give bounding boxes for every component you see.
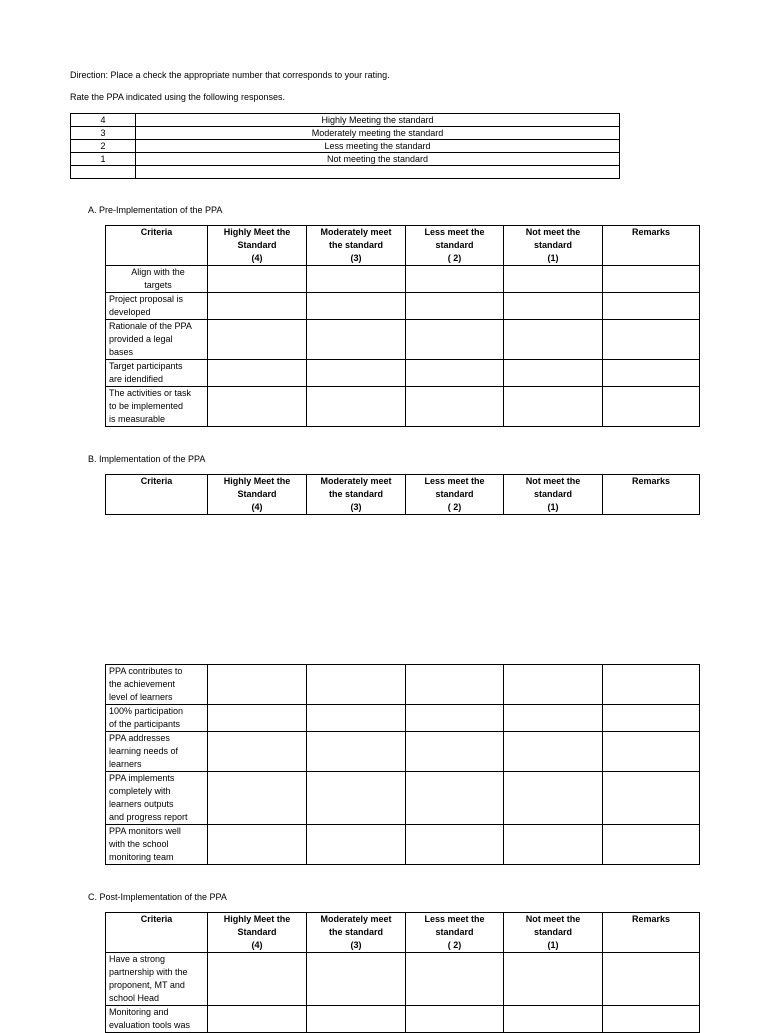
rating-cell-3[interactable]	[307, 825, 406, 865]
header-line: (4)	[251, 253, 263, 263]
header-row	[106, 226, 700, 266]
header-line: (3)	[350, 940, 362, 950]
remarks-cell[interactable]	[603, 387, 700, 427]
criteria-cell	[106, 732, 208, 772]
header-line: Not meet the	[525, 476, 581, 486]
criteria-cell	[106, 360, 208, 387]
header-line: Standard	[237, 489, 277, 499]
header-line: standard	[435, 240, 474, 250]
header-line: ( 2)	[447, 502, 462, 512]
criteria-line: 100% participation	[109, 706, 184, 716]
criteria-row	[106, 705, 700, 732]
criteria-line: learners outputs	[109, 799, 174, 809]
rating-scale-table	[70, 113, 620, 179]
rating-cell-1[interactable]	[504, 266, 603, 293]
criteria-line: learning needs of	[109, 746, 179, 756]
remarks-cell[interactable]	[603, 825, 700, 865]
rating-cell-2[interactable]	[406, 266, 504, 293]
rating-cell-2[interactable]	[406, 387, 504, 427]
criteria-line: developed	[109, 307, 151, 317]
criteria-cell	[106, 387, 208, 427]
header-line: (4)	[251, 940, 263, 950]
header-line: ( 2)	[447, 253, 462, 263]
rating-cell-2[interactable]	[406, 705, 504, 732]
criteria-line: bases	[109, 347, 134, 357]
highly-meet-header	[208, 913, 307, 953]
scale-row	[71, 140, 620, 153]
criteria-header: Criteria	[106, 226, 208, 266]
criteria-line: proponent, MT and	[109, 980, 185, 990]
section-a-table	[105, 225, 700, 427]
criteria-row	[106, 825, 700, 865]
rating-cell-4[interactable]	[208, 387, 307, 427]
header-row	[106, 913, 700, 953]
highly-meet-header	[208, 226, 307, 266]
rating-cell-4[interactable]	[208, 825, 307, 865]
header-line: Standard	[237, 240, 277, 250]
rating-cell-1[interactable]	[504, 1006, 603, 1033]
not-meet-header	[504, 913, 603, 953]
criteria-row	[106, 953, 700, 1006]
rating-cell-2[interactable]	[406, 293, 504, 320]
header-line: Not meet the	[525, 227, 581, 237]
criteria-cell	[106, 665, 208, 705]
criteria-row	[106, 1006, 700, 1033]
rating-cell-1[interactable]	[504, 825, 603, 865]
rating-cell-2[interactable]	[406, 732, 504, 772]
rating-cell-1[interactable]	[504, 705, 603, 732]
criteria-header: Criteria	[106, 913, 208, 953]
highly-meet-header	[208, 475, 307, 515]
remarks-header: Remarks	[603, 913, 700, 953]
header-line: Not meet the	[525, 914, 581, 924]
rating-cell-4[interactable]	[208, 293, 307, 320]
rating-cell-1[interactable]	[504, 665, 603, 705]
remarks-cell[interactable]	[603, 732, 700, 772]
scale-label: Highly Meeting the standard	[136, 114, 620, 127]
criteria-line: and progress report	[109, 812, 188, 822]
criteria-line: PPA addresses	[109, 733, 170, 743]
criteria-row	[106, 665, 700, 705]
criteria-line: evaluation tools was	[109, 1020, 191, 1030]
scale-label: Not meeting the standard	[136, 153, 620, 166]
header-line: (1)	[547, 502, 559, 512]
header-line: ( 2)	[447, 940, 462, 950]
criteria-line: is measurable	[109, 414, 166, 424]
rating-cell-2[interactable]	[406, 360, 504, 387]
criteria-line: targets	[144, 280, 172, 290]
less-meet-header	[406, 226, 504, 266]
less-meet-header	[406, 913, 504, 953]
criteria-cell	[106, 705, 208, 732]
header-line: Moderately meet	[320, 476, 392, 486]
moderately-meet-header	[307, 226, 406, 266]
rating-cell-2[interactable]	[406, 772, 504, 825]
section-a-title: A. Pre-Implementation of the PPA	[88, 205, 223, 215]
header-row	[106, 475, 700, 515]
criteria-cell	[106, 953, 208, 1006]
section-b-title: B. Implementation of the PPA	[88, 454, 206, 464]
remarks-cell[interactable]	[603, 772, 700, 825]
remarks-cell[interactable]	[603, 1006, 700, 1033]
direction-text: Direction: Place a check the appropriate number that corresponds to your rating.	[70, 70, 390, 80]
rating-cell-2[interactable]	[406, 665, 504, 705]
rating-cell-3[interactable]	[307, 387, 406, 427]
rating-cell-3[interactable]	[307, 320, 406, 360]
remarks-cell[interactable]	[603, 320, 700, 360]
rating-cell-3[interactable]	[307, 1006, 406, 1033]
less-meet-header	[406, 475, 504, 515]
header-line: Less meet the	[424, 227, 485, 237]
criteria-line: of the participants	[109, 719, 181, 729]
criteria-line: provided a legal	[109, 334, 173, 344]
rating-cell-4[interactable]	[208, 266, 307, 293]
remarks-header: Remarks	[603, 226, 700, 266]
rating-cell-2[interactable]	[406, 320, 504, 360]
rating-cell-1[interactable]	[504, 732, 603, 772]
rating-cell-2[interactable]	[406, 825, 504, 865]
criteria-row	[106, 293, 700, 320]
header-line: Highly Meet the	[223, 476, 291, 486]
criteria-line: Have a strong	[109, 954, 166, 964]
rating-cell-1[interactable]	[504, 293, 603, 320]
remarks-cell[interactable]	[603, 705, 700, 732]
remarks-cell[interactable]	[603, 360, 700, 387]
criteria-line: The activities or task	[109, 388, 192, 398]
remarks-cell[interactable]	[603, 953, 700, 1006]
criteria-row	[106, 320, 700, 360]
criteria-line: Rationale of the PPA	[109, 321, 192, 331]
criteria-cell	[106, 772, 208, 825]
criteria-line: PPA monitors well	[109, 826, 181, 836]
criteria-row	[106, 266, 700, 293]
criteria-header: Criteria	[106, 475, 208, 515]
scale-row	[71, 127, 620, 140]
moderately-meet-header	[307, 475, 406, 515]
scale-number: 4	[71, 114, 136, 127]
criteria-line: to be implemented	[109, 401, 184, 411]
section-c-table	[105, 912, 700, 1033]
criteria-row	[106, 360, 700, 387]
header-line: standard	[435, 489, 474, 499]
rating-cell-1[interactable]	[504, 387, 603, 427]
scale-row	[71, 166, 620, 179]
rating-cell-4[interactable]	[208, 732, 307, 772]
header-line: Less meet the	[424, 476, 485, 486]
scale-number: 2	[71, 140, 136, 153]
scale-label: Less meeting the standard	[136, 140, 620, 153]
rating-cell-3[interactable]	[307, 732, 406, 772]
criteria-line: partnership with the	[109, 967, 188, 977]
remarks-header: Remarks	[603, 475, 700, 515]
moderately-meet-header	[307, 913, 406, 953]
criteria-line: school Head	[109, 993, 160, 1003]
rate-instruction-text: Rate the PPA indicated using the following responses.	[70, 92, 285, 102]
header-line: Moderately meet	[320, 227, 392, 237]
rating-cell-3[interactable]	[307, 772, 406, 825]
scale-number	[71, 166, 136, 179]
rating-cell-4[interactable]	[208, 705, 307, 732]
rating-cell-3[interactable]	[307, 266, 406, 293]
rating-cell-4[interactable]	[208, 320, 307, 360]
header-line: (3)	[350, 253, 362, 263]
rating-cell-4[interactable]	[208, 665, 307, 705]
scale-number: 1	[71, 153, 136, 166]
rating-cell-3[interactable]	[307, 705, 406, 732]
header-line: standard	[533, 489, 572, 499]
scale-row	[71, 153, 620, 166]
criteria-line: level of learners	[109, 692, 173, 702]
header-line: Highly Meet the	[223, 227, 291, 237]
criteria-line: with the school	[109, 839, 169, 849]
rating-cell-4[interactable]	[208, 1006, 307, 1033]
criteria-line: Target participants	[109, 361, 183, 371]
criteria-line: monitoring team	[109, 852, 174, 862]
criteria-line: Project proposal is	[109, 294, 184, 304]
criteria-line: learners	[109, 759, 142, 769]
header-line: the standard	[328, 489, 383, 499]
criteria-cell	[106, 825, 208, 865]
criteria-line: completely with	[109, 786, 171, 796]
rating-cell-1[interactable]	[504, 953, 603, 1006]
rating-cell-3[interactable]	[307, 665, 406, 705]
header-line: Moderately meet	[320, 914, 392, 924]
remarks-cell[interactable]	[603, 293, 700, 320]
rating-cell-1[interactable]	[504, 772, 603, 825]
not-meet-header	[504, 475, 603, 515]
criteria-line: Monitoring and	[109, 1007, 169, 1017]
scale-label	[136, 166, 620, 179]
criteria-cell	[106, 293, 208, 320]
criteria-row	[106, 387, 700, 427]
header-line: the standard	[328, 927, 383, 937]
criteria-cell	[106, 1006, 208, 1033]
rating-cell-3[interactable]	[307, 953, 406, 1006]
rating-cell-4[interactable]	[208, 953, 307, 1006]
header-line: standard	[533, 927, 572, 937]
section-b-header-table	[105, 474, 700, 515]
header-line: (1)	[547, 253, 559, 263]
section-b-table	[105, 664, 700, 865]
rating-cell-4[interactable]	[208, 772, 307, 825]
remarks-cell[interactable]	[603, 266, 700, 293]
remarks-cell[interactable]	[603, 665, 700, 705]
criteria-line: PPA contributes to	[109, 666, 183, 676]
header-line: the standard	[328, 240, 383, 250]
header-line: Highly Meet the	[223, 914, 291, 924]
criteria-cell	[106, 266, 208, 293]
rating-cell-3[interactable]	[307, 293, 406, 320]
rating-cell-3[interactable]	[307, 360, 406, 387]
criteria-line: are idendified	[109, 374, 164, 384]
rating-cell-2[interactable]	[406, 1006, 504, 1033]
header-line: Standard	[237, 927, 277, 937]
rating-cell-4[interactable]	[208, 360, 307, 387]
criteria-row	[106, 772, 700, 825]
not-meet-header	[504, 226, 603, 266]
scale-label: Moderately meeting the standard	[136, 127, 620, 140]
header-line: standard	[435, 927, 474, 937]
criteria-line: Align with the	[131, 267, 185, 277]
rating-cell-1[interactable]	[504, 320, 603, 360]
section-c-title: C. Post-Implementation of the PPA	[88, 892, 227, 902]
header-line: Less meet the	[424, 914, 485, 924]
criteria-line: the achievement	[109, 679, 176, 689]
criteria-cell	[106, 320, 208, 360]
criteria-row	[106, 732, 700, 772]
header-line: (4)	[251, 502, 263, 512]
scale-number: 3	[71, 127, 136, 140]
rating-cell-2[interactable]	[406, 953, 504, 1006]
rating-cell-1[interactable]	[504, 360, 603, 387]
criteria-line: PPA implements	[109, 773, 175, 783]
header-line: (1)	[547, 940, 559, 950]
header-line: standard	[533, 240, 572, 250]
header-line: (3)	[350, 502, 362, 512]
scale-row	[71, 114, 620, 127]
